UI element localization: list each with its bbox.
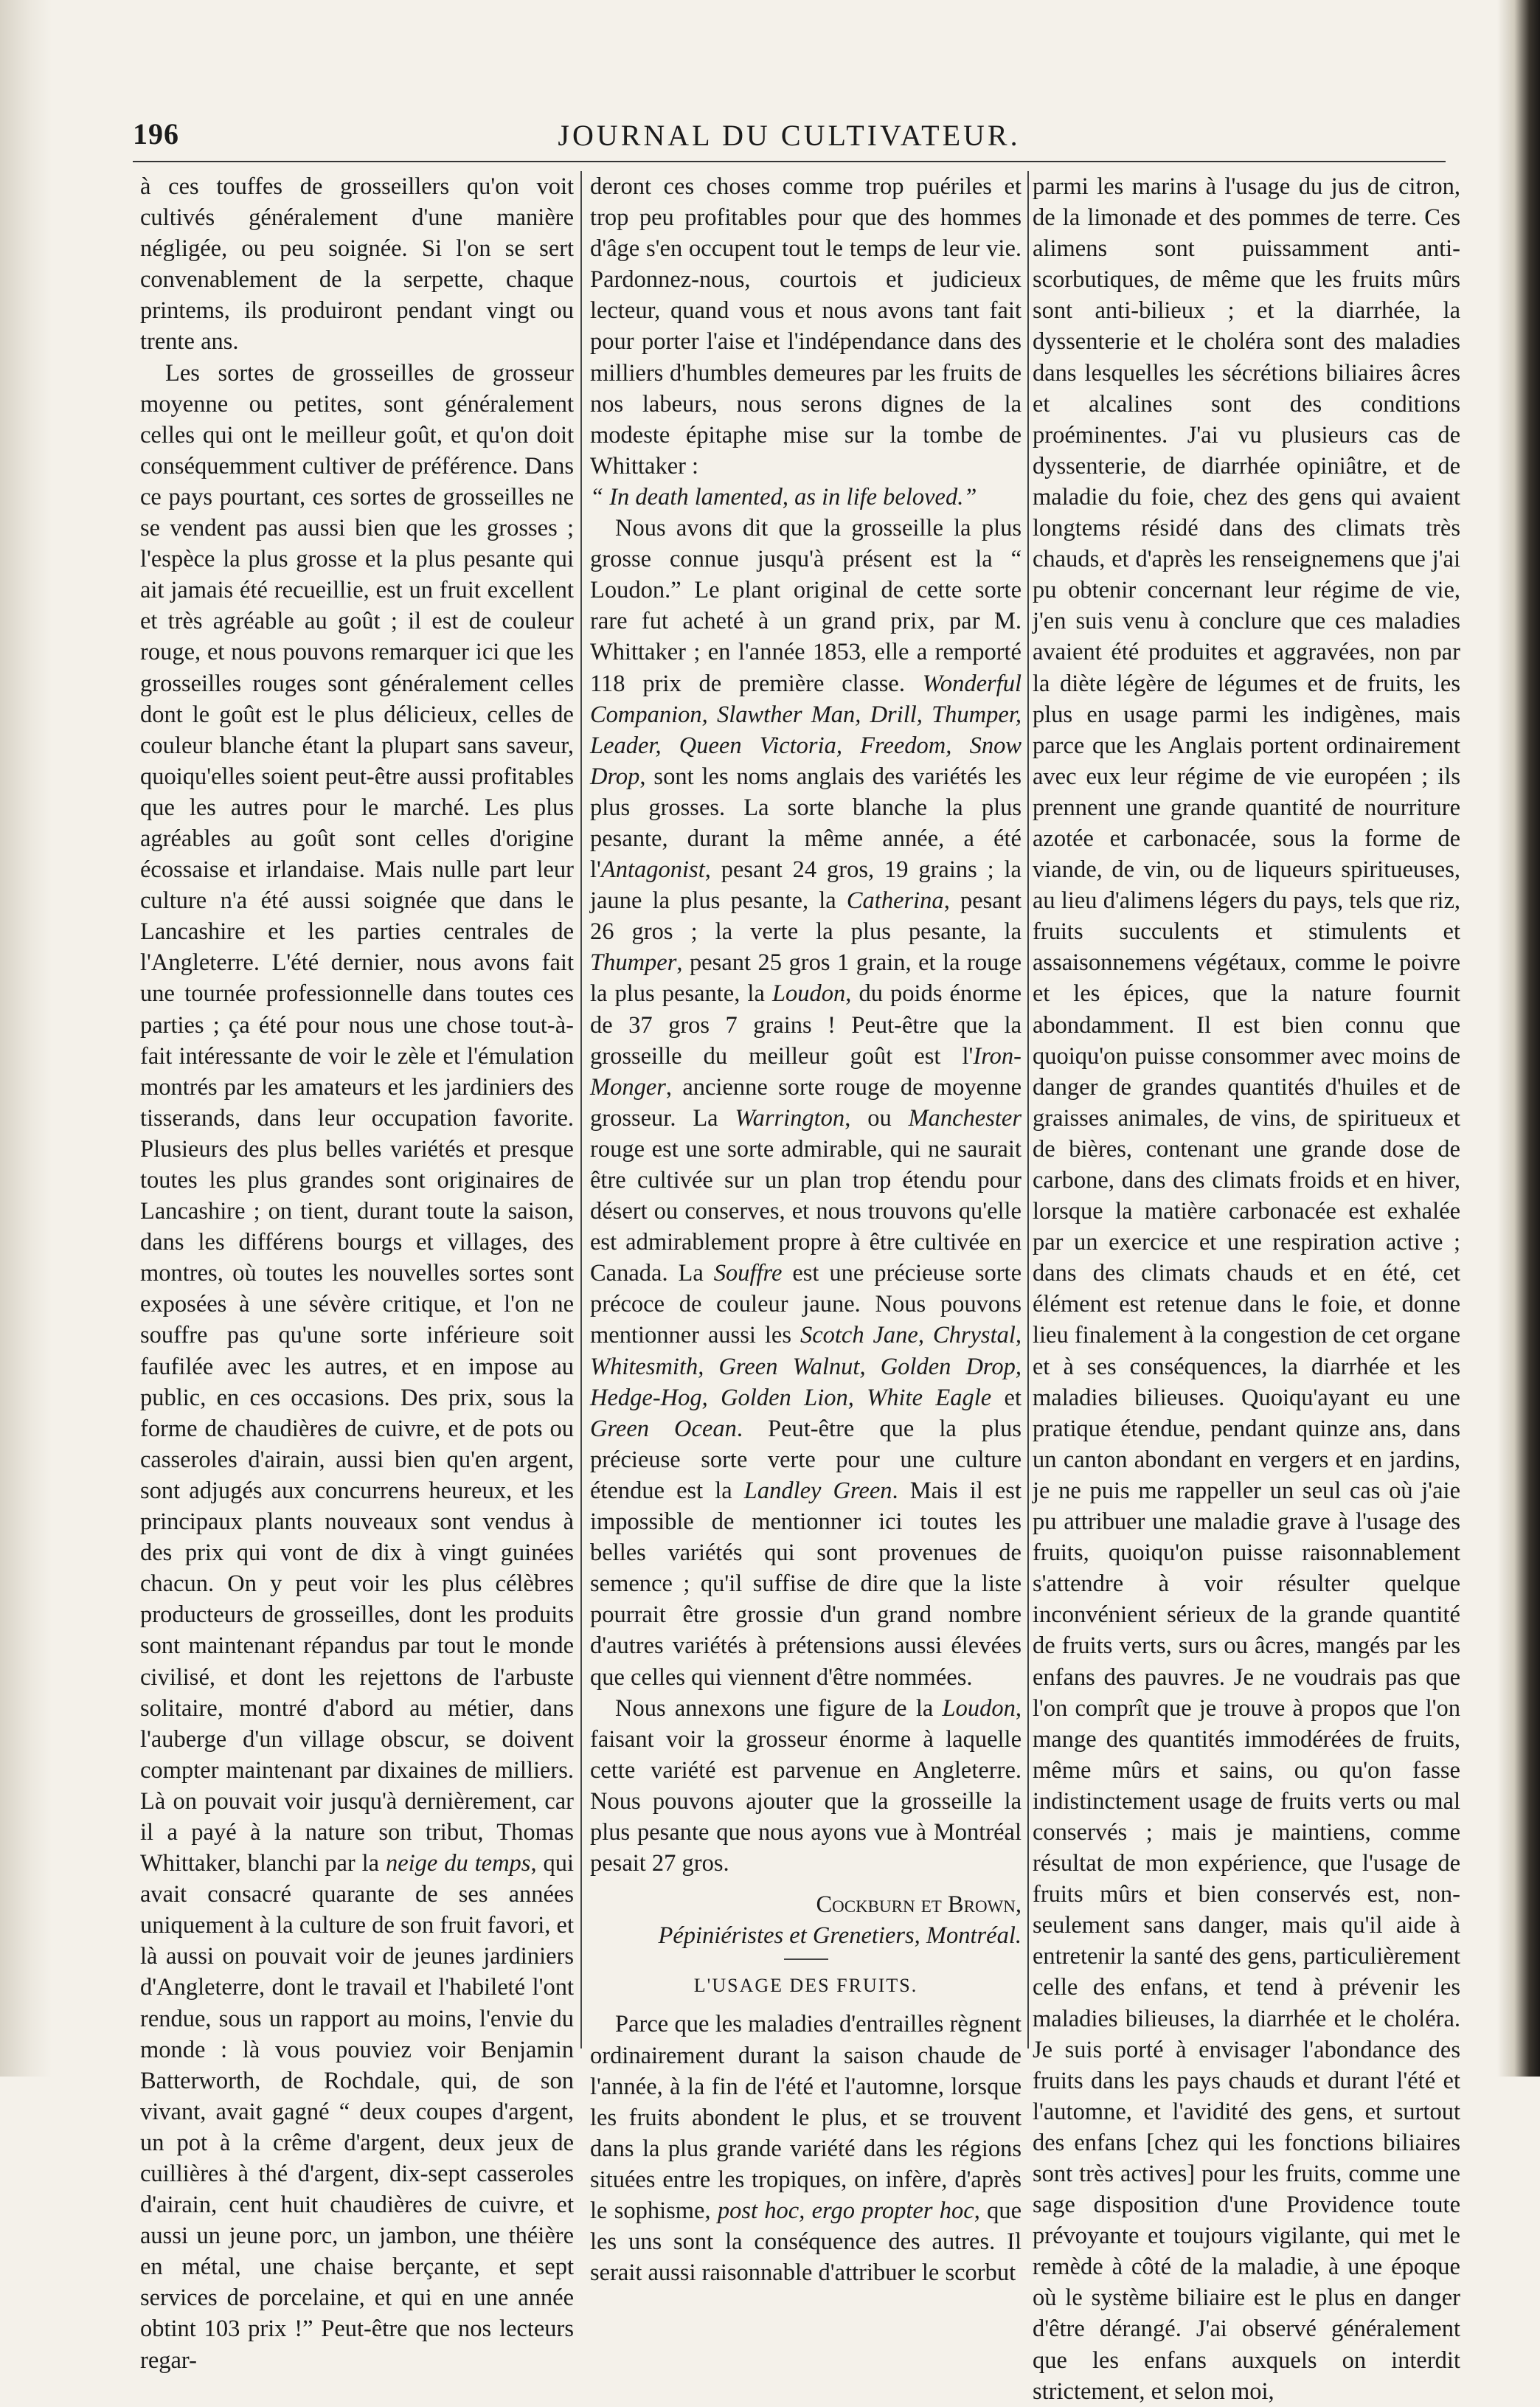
variety-name: Catherina [846,887,944,915]
text-run: , du poids énorme de 37 gros 7 grains ! Peut-être que la grosseille du meilleur goût est l' [590,980,1022,1070]
text-run: , pesant 24 gros, 19 grains ; la jaune la plus pesante, la [590,856,1022,915]
column-rule-left [580,171,582,2048]
epitaph-quote: “ In death lamented, as in life beloved.” [590,483,977,510]
column-rule-right [1027,171,1029,2048]
page-header [133,117,1446,161]
variety-name: Landley Green [743,1477,892,1504]
variety-name: Iron-Monger [590,1042,1022,1101]
paragraph: à ces touffes de grosseillers qu'on voit cultivés généralement d'une manière négligée, ou peu soignée. Si l'on se sert convenablement de la serpette, chaque printems, ils produiront pendant vingt ou trente ans. [140,173,574,356]
text-column-3 [1033,171,1460,2405]
variety-names: Scotch Jane, Chrystal, Whitesmith, Green Walnut, Golden Drop, Hedge-Hog, Golden Lion, White Eagle [590,1322,1022,1411]
text-run: est une précieuse sorte précoce de couleur jaune. Nous pouvons mentionner aussi les [590,1260,1022,1349]
text-run: , pesant 26 gros ; la verte la plus pesante, la [590,887,1022,946]
text-run: Nous annexons une figure de la [615,1694,943,1722]
variety-names: Wonderful Companion, Slawther Man, Drill, Thumper, Leader, Queen Victoria, Freedom, Snow Drop [590,670,1022,790]
latin-phrase: post hoc, ergo propter hoc [717,2198,974,2224]
variety-name: Loudon [942,1694,1016,1722]
signature-name: Cockburn et Brown, [816,1891,1022,1919]
italic-phrase: neige du temps [385,1850,531,1877]
paragraph [590,2009,1022,2288]
text-column-2 [590,171,1022,2287]
variety-name: Antagonist [600,856,705,884]
page-left-margin [0,0,52,2077]
paragraph [590,513,1022,1693]
paragraph: deront ces choses comme trop puériles et trop peu profitables pour que des hommes d'âge s'en occupent tout le temps de leur vie. Pardonnez-nous, courtois et judicieux lecteur, quand vous et nous avons tant fait pour porter l'aise et l'indépendance dans des milliers d'humbles demeures par les fruits de nos labeurs, nous serons dignes de la modeste épitaphe mise sur la tombe de Whittaker : [590,173,1022,479]
variety-name: Green Ocean [590,1415,737,1442]
text-run: , faisant voir la grosseur énorme à laquelle cette variété est parvenue en Angleterre. Nous pouvons ajouter que la grosseille la plus pesante que nous ayons vue à Montréal pesait 27 gros. [590,1694,1022,1877]
text-run: Parce que les maladies d'entrailles règnent ordinairement durant la saison chaude de l'année, à la fin de l'été et l'automne, lorsque les fruits abondent le plus, et se trouvent dans la plus grande variété dans les régions situées entre les tropiques, on infère, d'après le sophisme, [590,2011,1022,2224]
text-run: , qui avait consacré quarante de ses années uniquement à la culture de son fruit favori, et là aussi on pouvait voir de jeunes jardiniers d'Angleterre, dont le travail et l'habileté l'ont rendue, sous un rapport au moins, l'envie du monde : là vous pouviez voir Benjamin Batterworth, de Rochdale, qui, de son vivant, avait gagné “ deux coupes d'argent, un pot à la crême d'argent, deux jeux de cuillières à thé d'argent, dix-sept casseroles d'airain, cent huit chaudières de cuivre, et aussi un jeune porc, un jambon, une théière en métal, une chaise berçante, et sept services de porcelaine, et qui en une année obtint 103 prix !” Peut-être que nos lecteurs regar- [140,1850,575,2374]
variety-name: Warrington [735,1104,845,1132]
text-run: , sont les noms anglais des variétés les plus grosses. La sorte blanche la plus pesante, durant la même année, a été l' [590,763,1022,884]
text-run: rouge est une sorte admirable, qui ne saurait être cultivée sur un plan trop étendu pour désert ou conserves, et nous trouvons qu'elle est admirablement propre à être cultivée en Canada. La [590,1135,1022,1287]
paragraph [590,1693,1022,1880]
section-title: L'USAGE DES FRUITS. [693,1975,918,1997]
text-run: et [991,1384,1022,1411]
text-run: . Peut-être que la plus précieuse sorte verte pour une culture étendue est la [590,1415,1022,1504]
variety-name: Manchester [908,1104,1022,1132]
text-run: , que les uns sont la conséquence des autres. Il serait aussi raisonnable d'attribuer le scorbut [590,2198,1022,2287]
variety-name: Loudon [771,980,846,1008]
paragraph: parmi les marins à l'usage du jus de citron, de la limonade et des pommes de terre. Ces alimens sont puissamment anti-scorbutiques, de même que les fruits mûrs sont anti-bilieux ; et la diarrhée, la dyssenterie et le choléra sont des maladies dans lesquelles les sécrétions biliaires âcres et alcalines sont des conditions proéminentes. J'ai vu plusieurs cas de dyssenterie, de diarrhée opiniâtre, et de maladie du foie, chez des gens qui avaient longtems résidé dans des climats très chauds, et d'après les renseignemens que j'ai pu obtenir concernant leur régime de vie, j'en suis venu à conclure que ces maladies avaient été produites et aggravées, non par la diète légère de légumes et de fruits, les plus en usage parmi les indigènes, mais parce que les Anglais portent ordinairement avec eux leur régime de vie européen ; ils prennent une grande quantité de nourriture azotée et carbonacée, sous la forme de viande, de vin, ou de liqueurs spiritueuses, au lieu d'alimens légers du pays, tels que riz, fruits succulents et stimulents et assaisonnemens végétaux, comme le poivre et les épices, que la nature fournit abondamment. Il est bien connu que quoiqu'on puisse consommer avec moins de danger de grandes quantités d'huiles et de graisses animales, de vins, de spiritueux et de bières, contenant une grande dose de carbone, dans des climats froids et en hiver, lorsque la matière carbonacée est exhalée par un exercice et une respiration active ; dans des climats chauds et en été, cet élément est retenue dans le foie, et donne lieu finalement à la congestion de cet organe et à ses conséquences, la diarrhée et les maladies bilieuses. Quoiqu'ayant eu une pratique étendue, pendant quinze ans, dans un canton abondant en vergers et en jardins, je ne puis me rappeller un seul cas où j'aie pu attribuer une maladie grave à l'usage des fruits, quoiqu'on puisse raisonnablement s'attendre à voir résulter quelque inconvénient sérieux de la grande quantité de fruits verts, surs ou âcres, mangés par les enfans des pauvres. Je ne voudrais pas que l'on comprît que je trouve à propos que l'on mange des quantités immodérées de fruits, même mûrs et sains, ou qu'on fasse indistinctement usage de fruits verts ou mal conservés ; mais je maintiens, comme résultat de mon expérience, que l'usage de fruits mûrs et bien conservés est, non-seulement sans danger, mais qu'il aide à entretenir la santé des gens, particulièrement celle des enfans, et tend à prévenir les maladies bilieuses, la diarrhée et le choléra. Je suis porté à envisager l'abondance des fruits dans les pays chauds et durant l'été et l'automne, et l'avidité des gens, et surtout des enfans [chez qui les fonctions biliaires sont très actives] pour les fruits, comme une sage disposition d'une Providence toute prévoyante et toujours vigilante, qui met le remède à côté de la maladie, à une époque où le système biliaire est le plus en danger d'être dérangé. J'ai observé généralement que les enfans auxquels on interdit strictement, et selon moi, [1033,173,1460,2405]
header-rule [133,161,1446,162]
running-title: JOURNAL DU CULTIVATEUR. [558,119,1021,152]
signature-place: Pépiniéristes et Grenetiers, Montréal. [658,1922,1022,1950]
section-divider [784,1958,828,1960]
text-run: , ou [844,1104,909,1132]
text-run: , ancienne sorte rouge de moyenne grosseur. La [590,1073,1022,1132]
text-run: . Mais il est impossible de mentionner ici toutes les belles variétés qui sont provenues de semence ; qu'il suffise de dire que la liste pourrait être grossie d'un grand nombre d'autres variétés à prétensions aussi élevées que celles qui viennent d'être nommées. [590,1477,1022,1691]
variety-name: Souffre [713,1260,783,1287]
text-run: Nous avons dit que la grosseille la plus grosse connue jusqu'à présent est la “ Loudon.” Le plant original de cette sorte rare fut acheté à un grand prix, par M. Whittaker ; en l'année 1853, elle a remporté 118 prix de première classe. [590,515,1022,697]
variety-name: Thumper [590,949,677,977]
paragraph [140,358,574,2376]
text-run: Les sortes de grosseilles de grosseur moyenne ou petites, sont généralement celles qui ont le meilleur goût, et qu'on doit conséquemment cultiver de préférence. Dans ce pays pourtant, ces sortes de grosseilles ne se vendent pas aussi bien que les grosses ; l'espèce la plus grosse et la plus pesante qui ait jamais été recueillie, est un fruit excellent et très agréable au goût ; il est de couleur rouge, et nous pouvons remarquer ici que les grosseilles rouges sont généralement celles dont le goût est le plus délicieux, celles de couleur blanche étant la plupart sans saveur, quoiqu'elles soient peut-être aussi profitables que les autres pour le marché. Les plus agréables au goût sont celles d'origine écossaise et irlandaise. Mais nulle part leur culture n'a été aussi soignée que dans le Lancashire et les parties centrales de l'Angleterre. L'été dernier, nous avons fait une tournée professionnelle dans toutes ces parties ; ça été pour nous une chose tout-à-fait intéressante de voir le zèle et l'émulation montrés par les amateurs et les jardiniers des tisserands, dans leur occupation favorite. Plusieurs des plus belles variétés et presque toutes les plus grandes sont originaires de Lancashire ; on tient, durant toute la saison, dans les différens bourgs et villages, des montres, où toutes les nouvelles sortes sont exposées à une sévère critique, et l'on ne souffre pas qu'une sorte inférieure soit faufilée avec les autres, et en impose au public, en ces occasions. Des prix, sous la forme de chaudières de cuivre, et de pots ou casseroles d'airain, aussi bien qu'en argent, sont adjugés aux concurrens heureux, et les principaux plants nouveaux sont vendus à des prix qui vont de dix à vingt guinées chacun. On y peut voir les plus célèbres producteurs de grosseilles, dont les produits sont maintenant répandus par tout le monde civilisé, et dont les rejettons de l'arbuste solitaire, montré d'abord au métier, dans l'auberge d'un village obscur, se doivent compter maintenant par dixaines de milliers. Là on pouvait voir jusqu'à dernièrement, car il a payé à la nature son tribut, Thomas Whittaker, blanchi par la [140,359,574,1877]
text-run: , pesant 25 gros 1 grain, et la rouge la plus pesante, la [590,949,1022,1008]
text-column-1 [140,171,575,2374]
book-spine-shadow [1497,0,1540,2077]
page-number: 196 [133,117,179,150]
